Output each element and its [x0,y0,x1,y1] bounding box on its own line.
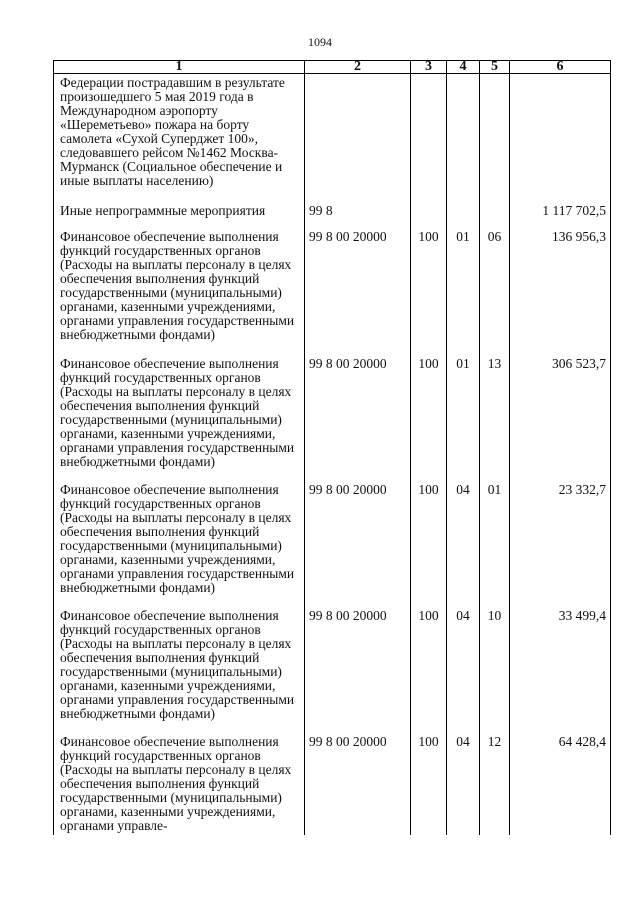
row-amount [510,74,611,190]
row-amount: 306 523,7 [510,345,611,471]
row-c3: 100 [411,597,447,723]
row-c4: 01 [447,345,480,471]
row-code: 99 8 [305,190,411,218]
column-header-2: 2 [305,61,411,74]
page-number: 1094 [308,35,332,49]
row-c3: 100 [411,471,447,597]
row-c3 [411,190,447,218]
row-amount: 136 956,3 [510,218,611,344]
budget-table [53,60,611,835]
row-c5: 01 [480,471,510,597]
column-header-4: 4 [447,61,480,74]
table-row [54,218,611,344]
row-c5: 12 [480,723,510,835]
column-header-3: 3 [411,61,447,74]
row-amount: 64 428,4 [510,723,611,835]
table-row [54,471,611,597]
row-c3: 100 [411,723,447,835]
row-c4 [447,190,480,218]
row-code [305,74,411,190]
table-row [54,190,611,218]
row-c4: 04 [447,723,480,835]
row-c4: 04 [447,597,480,723]
row-c5: 06 [480,218,510,344]
row-c5: 10 [480,597,510,723]
row-code: 99 8 00 20000 [305,723,411,835]
row-c5 [480,74,510,190]
row-amount: 33 499,4 [510,597,611,723]
row-amount: 1 117 702,5 [510,190,611,218]
row-name: Финансовое обеспечение выполнения функций государственных органов (Расходы на выплаты персоналу в целях обеспечения выполнения функций государственными (муниципальными) органами, казенными учреждениями, органами управле- [54,723,305,835]
row-name: Финансовое обеспечение выполнения функций государственных органов (Расходы на выплаты персоналу в целях обеспечения выполнения функций государственными (муниципальными) органами, казенными учреждениями, органами управления государственными внебюджетными фондами) [54,597,305,723]
row-code: 99 8 00 20000 [305,218,411,344]
header-row [54,61,611,74]
row-name: Финансовое обеспечение выполнения функций государственных органов (Расходы на выплаты персоналу в целях обеспечения выполнения функций государственными (муниципальными) органами, казенными учреждениями, органами управления государственными внебюджетными фондами) [54,345,305,471]
column-header-6: 6 [510,61,611,74]
row-code: 99 8 00 20000 [305,345,411,471]
row-c5 [480,190,510,218]
column-header-5: 5 [480,61,510,74]
table-row [54,723,611,835]
table-row [54,345,611,471]
row-name: Иные непрограммные мероприятия [54,190,305,218]
row-c4: 04 [447,471,480,597]
row-name: Федерации пострадавшим в результате произошедшего 5 мая 2019 года в Международном аэропорту «Шереметьево» пожара на борту самолета «Сухой Суперджет 100», следовавшего рейсом №1462 Москва-Мурманск (Социальное обеспечение и иные выплаты населению) [54,74,305,190]
row-name: Финансовое обеспечение выполнения функций государственных органов (Расходы на выплаты персоналу в целях обеспечения выполнения функций государственными (муниципальными) органами, казенными учреждениями, органами управления государственными внебюджетными фондами) [54,471,305,597]
row-c3 [411,74,447,190]
table-row [54,597,611,723]
table-row [54,74,611,190]
row-code: 99 8 00 20000 [305,597,411,723]
row-amount: 23 332,7 [510,471,611,597]
row-c5: 13 [480,345,510,471]
row-name: Финансовое обеспечение выполнения функций государственных органов (Расходы на выплаты персоналу в целях обеспечения выполнения функций государственными (муниципальными) органами, казенными учреждениями, органами управления государственными внебюджетными фондами) [54,218,305,344]
row-c4: 01 [447,218,480,344]
row-code: 99 8 00 20000 [305,471,411,597]
row-c3: 100 [411,218,447,344]
row-c4 [447,74,480,190]
column-header-1: 1 [54,61,305,74]
row-c3: 100 [411,345,447,471]
